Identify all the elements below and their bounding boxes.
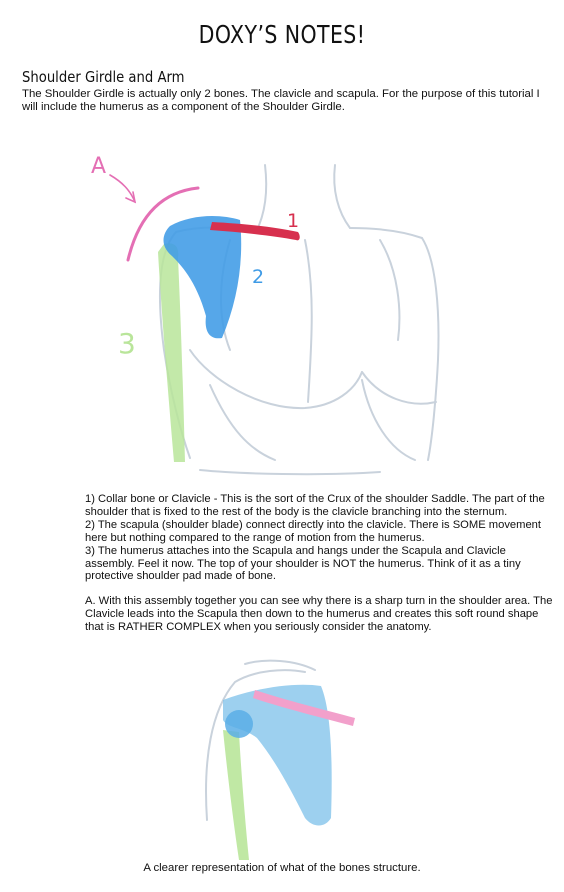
arrow-a-shaft	[110, 175, 135, 202]
note-humerus: 3) The humerus attaches into the Scapula and hangs under the Scapula and Clavicle assembly. Feel it now. The top of your shoulder is NOT the humerus. Think of it as a tiny protective shoulder pad made of bone.	[85, 544, 521, 583]
label-2: 2	[252, 266, 265, 288]
label-3: 3	[118, 327, 136, 360]
closeup-humeral-head	[225, 710, 253, 738]
torso-sketch-lines	[160, 165, 438, 474]
note-clavicle: 1) Collar bone or Clavicle - This is the sort of the Crux of the shoulder Saddle. The part of the shoulder that is fixed to the rest of the body is the clavicle branching into the sternum.	[85, 493, 545, 518]
figure-caption: A clearer representation of what of the bones structure.	[143, 862, 421, 874]
intro-paragraph: The Shoulder Girdle is actually only 2 bones. The clavicle and scapula. For the purpose of this tutorial I will include the humerus as a component of the Shoulder Girdle.	[22, 88, 540, 113]
notes-block	[85, 493, 555, 634]
page-title: DOXY’S NOTES!	[198, 20, 366, 49]
note-scapula: 2) The scapula (shoulder blade) connect directly into the clavicle. There is SOME movement here but nothing compared to the range of motion from the humerus.	[85, 518, 542, 544]
shoulder-closeup-illustration	[195, 650, 365, 865]
torso-illustration	[80, 140, 480, 480]
humerus-bone	[158, 243, 185, 462]
note-a: A. With this assembly together you can see why there is a sharp turn in the shoulder area. The Clavicle leads into the Scapula then down to the humerus and creates this soft round shape that is RATHER COMPLEX when you seriously consider the anatomy.	[85, 595, 553, 634]
label-1: 1	[287, 210, 300, 232]
label-a: A	[91, 154, 107, 179]
closeup-humerus	[223, 730, 249, 860]
section-heading: Shoulder Girdle and Arm	[22, 68, 185, 86]
